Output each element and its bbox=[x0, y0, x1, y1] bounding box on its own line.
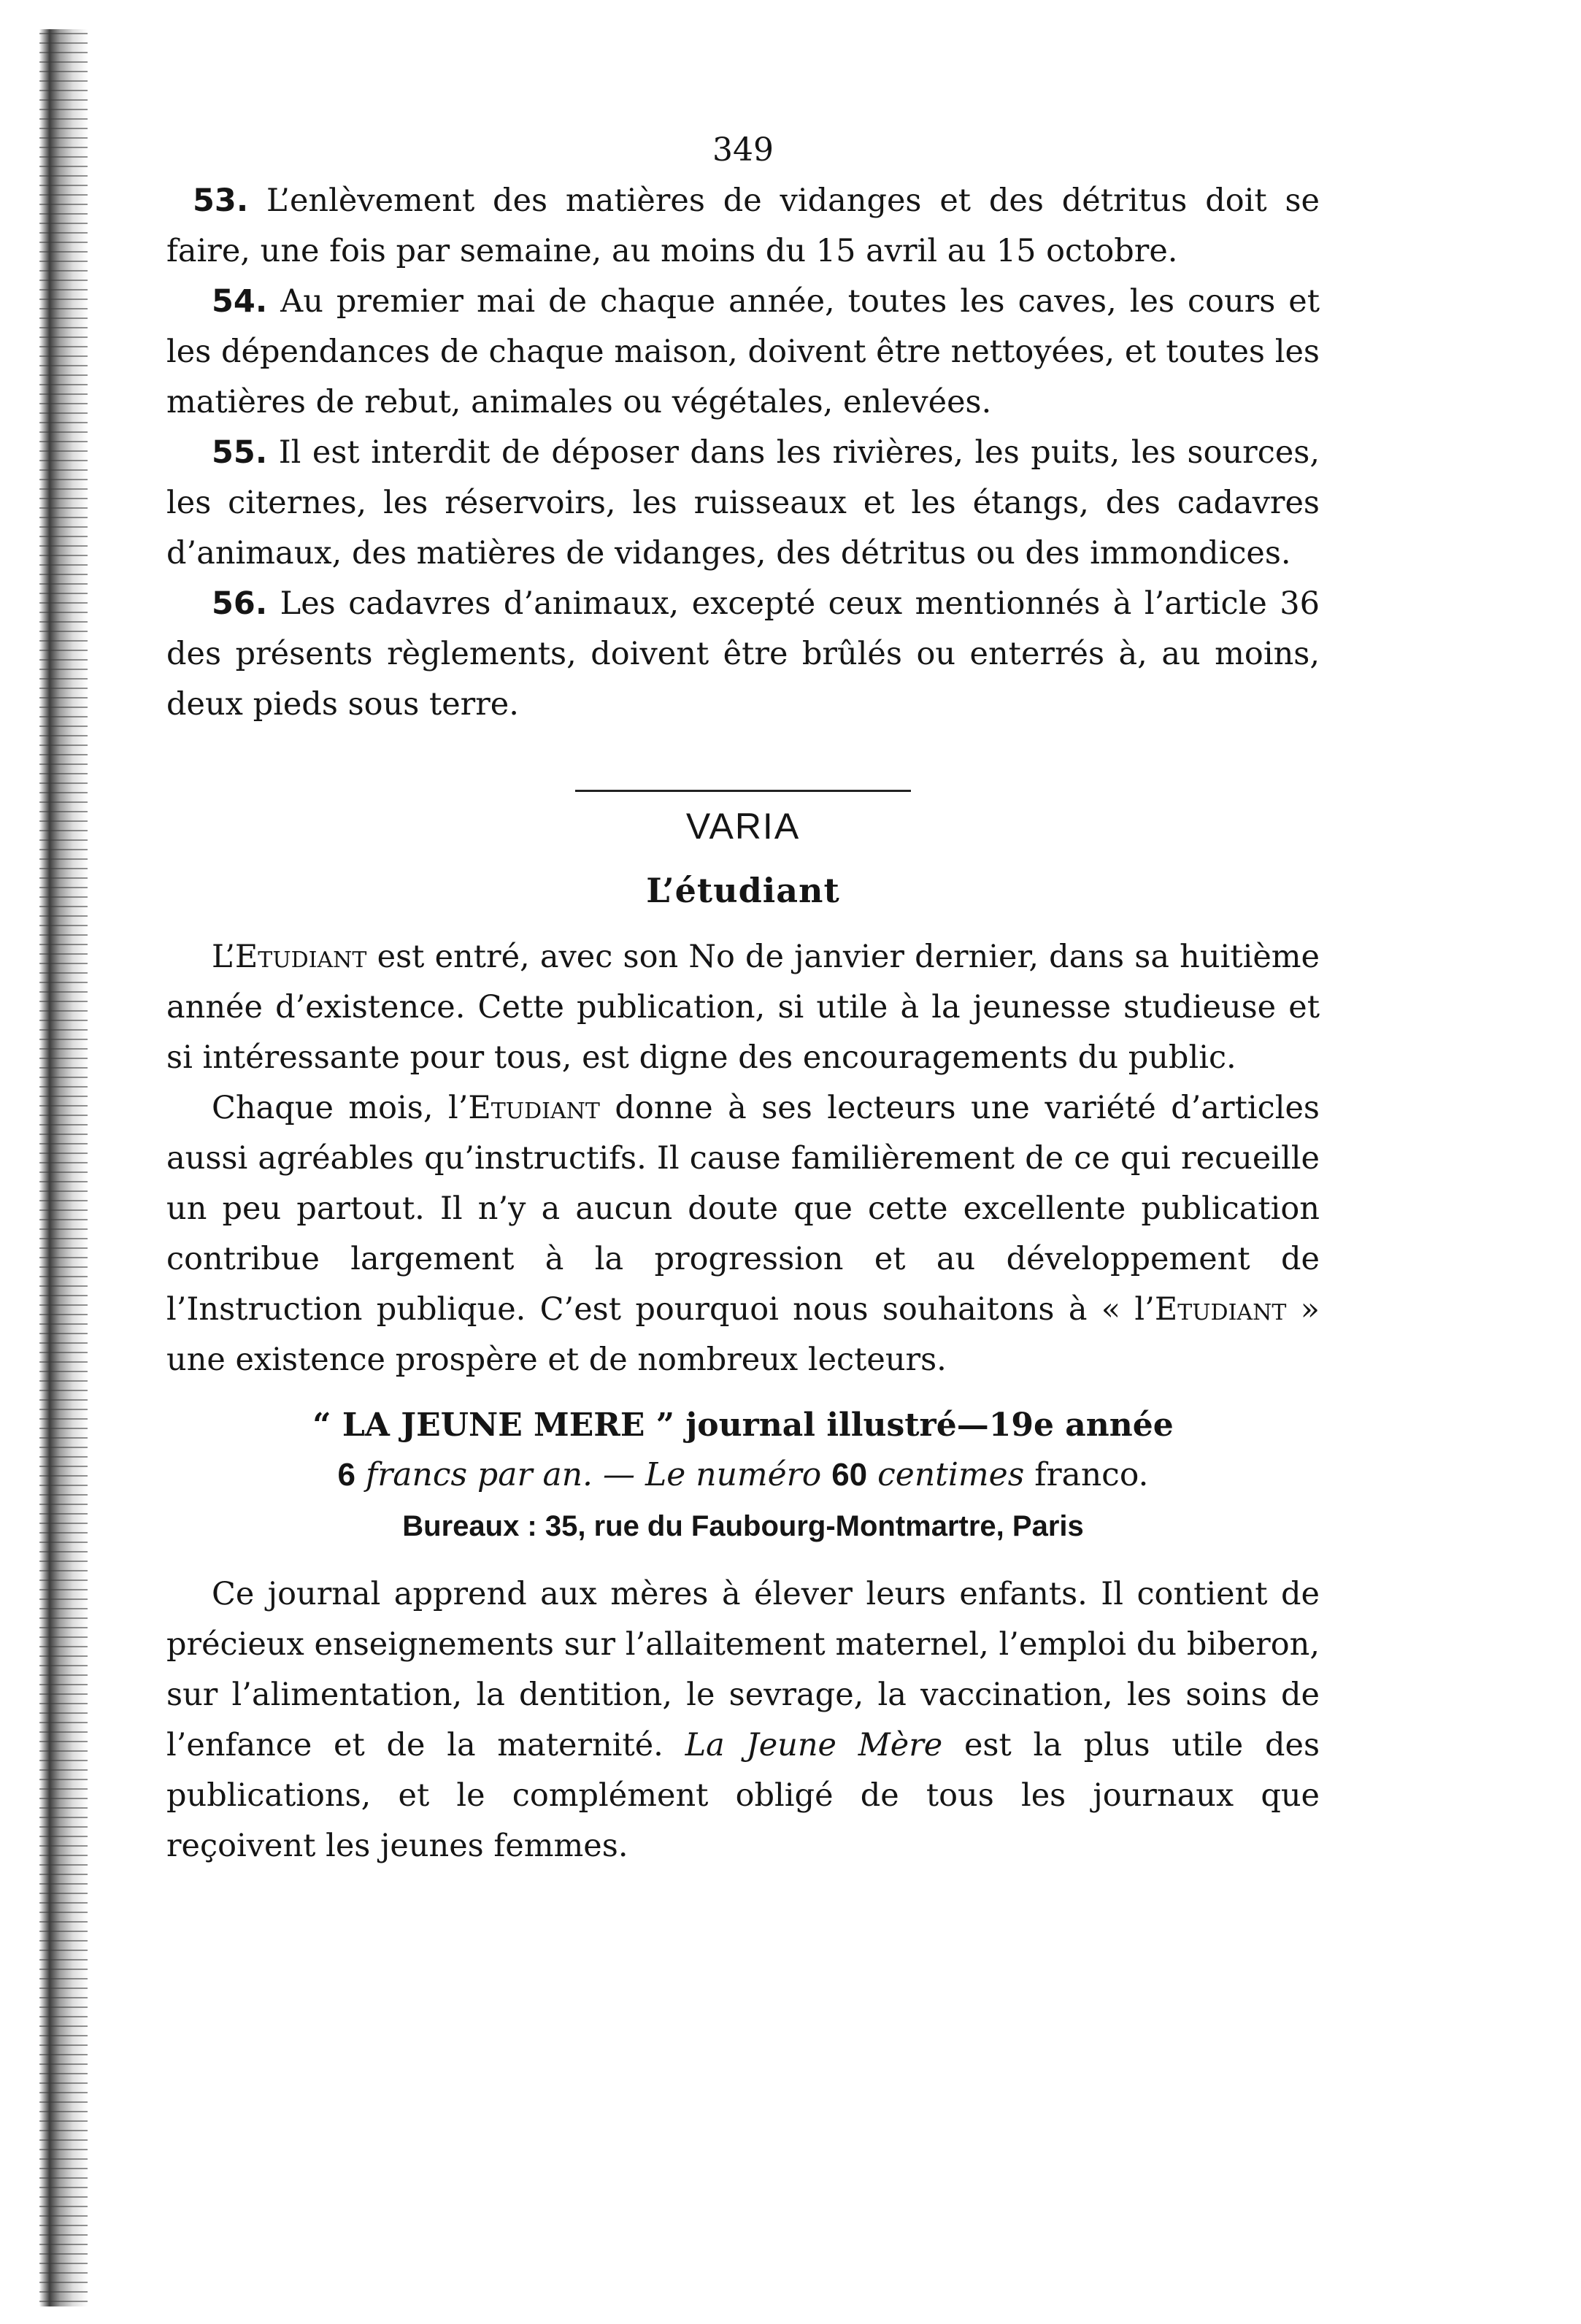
text-run: est entré, avec son No de janvier dernier, dans sa huitième année d’existence. Cette publication, si utile à la jeunesse studieuse et si intéressante pour tous, est digne des encouragements du public. bbox=[166, 939, 1320, 1076]
publication-name: Etudiant bbox=[234, 939, 367, 975]
article-number: 55. bbox=[212, 434, 268, 471]
article-56 bbox=[166, 579, 1320, 730]
jeune-mere-price bbox=[166, 1451, 1320, 1499]
article-subtitle: L’étudiant bbox=[646, 871, 840, 910]
article-55 bbox=[166, 428, 1320, 579]
jeune-mere-headline: “ LA JEUNE MERE ” journal illustré—19e année bbox=[312, 1407, 1174, 1444]
price-text: francs par an. — Le numéro bbox=[365, 1456, 822, 1493]
article-number: 56. bbox=[212, 585, 268, 622]
text-run: Chaque mois, l’ bbox=[212, 1090, 469, 1126]
text-run: est la plus utile des publications, et le complément obligé de tous les journaux que reçoivent les jeunes femmes. bbox=[166, 1727, 1320, 1864]
price-text: centimes bbox=[877, 1456, 1025, 1493]
page-number: 349 bbox=[712, 131, 774, 169]
article-text: Les cadavres d’animaux, excepté ceux mentionnés à l’article 36 des présents règlements, doivent être brûlés ou enterrés à, au moins, deux pieds sous terre. bbox=[166, 585, 1320, 723]
jeune-mere-paragraph bbox=[166, 1569, 1320, 1871]
publication-name: Etudiant bbox=[468, 1090, 600, 1126]
etudiant-paragraph-2 bbox=[166, 1083, 1320, 1385]
etudiant-paragraph-1 bbox=[166, 932, 1320, 1083]
article-text: Il est interdit de déposer dans les rivières, les puits, les sources, les citernes, les réservoirs, les ruisseaux et les étangs, des cadavres d’animaux, des matières de vidanges, des détritus ou des immondices. bbox=[166, 434, 1320, 572]
text-run: Ce journal apprend aux mères à élever leurs enfants. Il contient de précieux enseignements sur l’allaitement maternel, l’emploi du biberon, sur l’alimentation, la dentition, le sevrage, la vaccination, les soins de l’enfance et de la maternité. bbox=[166, 1576, 1320, 1763]
article-text: Au premier mai de chaque année, toutes les caves, les cours et les dépendances de chaque maison, doivent être nettoyées, et toutes les matières de rebut, animales ou végétales, enlevées. bbox=[166, 283, 1320, 420]
article-53 bbox=[166, 176, 1320, 277]
price-value: 60 bbox=[831, 1457, 868, 1493]
jeune-mere-address: Bureaux : 35, rue du Faubourg-Montmartre, Paris bbox=[402, 1510, 1084, 1542]
text-run: L’ bbox=[212, 939, 235, 975]
text-run: donne à ses lecteurs une variété d’articles aussi agréables qu’instructifs. Il cause familièrement de ce qui recueille un peu partout. Il n’y a aucun doute que cette excellente publication contribue largement à la progression et au développement de l’Instruction publique. C’est pourquoi nous souhaitons à « l’ bbox=[166, 1090, 1320, 1328]
section-title: VARIA bbox=[685, 806, 801, 847]
price-text: franco. bbox=[1034, 1456, 1149, 1493]
article-number: 54. bbox=[212, 283, 268, 320]
price-value: 6 bbox=[337, 1457, 355, 1493]
publication-name: Etudiant bbox=[1154, 1291, 1287, 1328]
text-run: » une existence prospère et de nombreux lecteurs. bbox=[166, 1291, 1320, 1378]
article-number: 53. bbox=[193, 182, 249, 219]
publication-name: La Jeune Mère bbox=[685, 1727, 943, 1763]
article-54 bbox=[166, 277, 1320, 428]
book-binding-edge bbox=[39, 29, 88, 2306]
article-text: L’enlèvement des matières de vidanges et des détritus doit se faire, une fois par semaine, au moins du 15 avril au 15 octobre. bbox=[166, 182, 1320, 269]
document-page bbox=[166, 131, 1320, 1871]
section-divider bbox=[575, 790, 911, 792]
